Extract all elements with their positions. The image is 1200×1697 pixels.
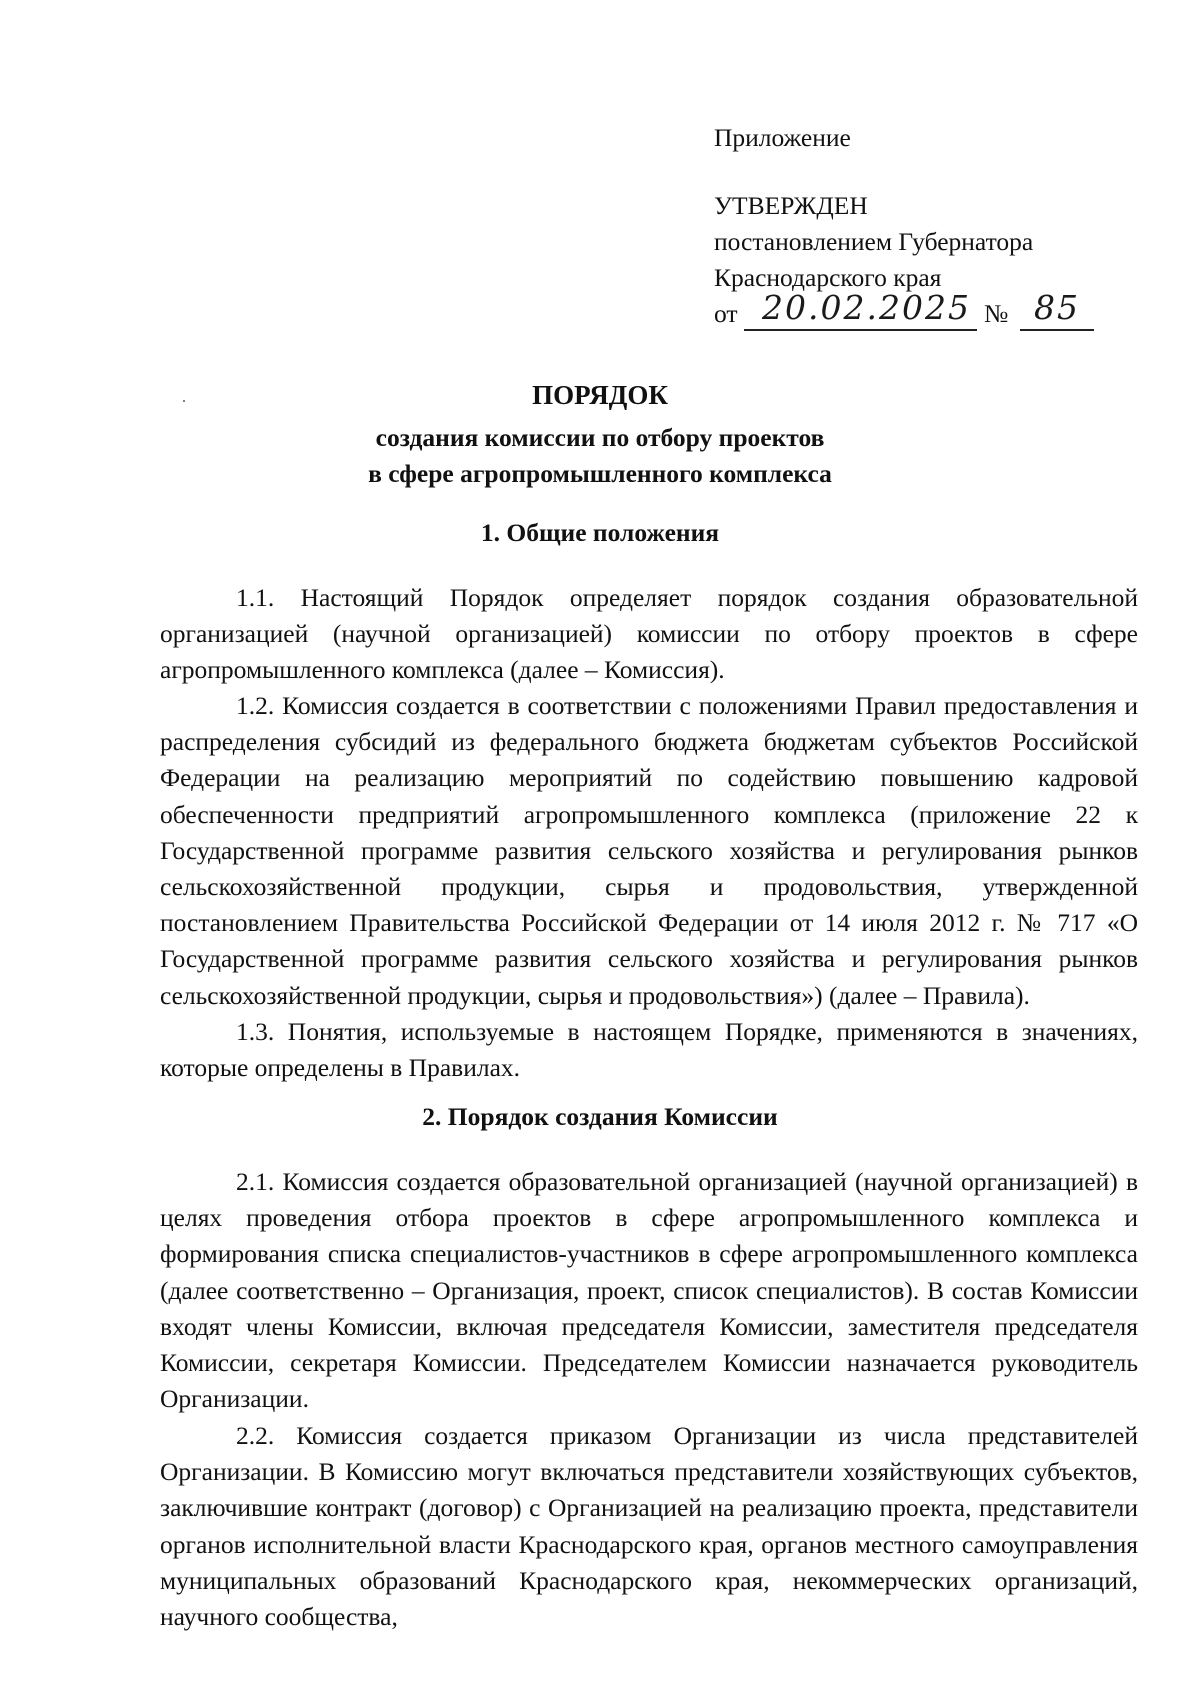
paragraph-1-2: 1.2. Комиссия создается в соответствии с положениями Правил предоставления и распределения субсидий из федерального бюджета бюджетам субъектов Российской Федерации на реализацию мероприятий по содействию повышению кадровой обеспеченности предприятий агропромышленного комплекса (приложение 22 к Государственной программе развития сельского хозяйства и регулирования рынков сельскохозяйственной продукции, сырья и продовольствия, утвержденной постановлением Правительства Российской Федерации от 14 июля 2012 г. № 717 «О Государственной программе развития сельского хозяйства и регулирования рынков сельскохозяйственной продукции, сырья и продовольствия») (далее – Правила). [160,691,1138,1010]
paragraph-2-1: 2.1. Комиссия создается образовательной организацией (научной организацией) в целях проведения отбора проектов в сфере агропромышленного комплекса и формирования списка специалистов-участников в сфере агропромышленного комплекса (далее соответственно – Организация, проект, список специалистов). В состав Комиссии входят члены Комиссии, включая председателя Комиссии, заместителя председателя Комиссии, секретаря Комиссии. Председателем Комиссии назначается руководитель Организации. [160,1167,1138,1414]
approval-block [714,120,1080,338]
subtitle-line-1: создания комиссии по отбору проектов [375,423,825,452]
paragraph-1-3: 1.3. Понятия, используемые в настоящем Порядке, применяются в значениях, которые определены в Правилах. [160,1017,1138,1083]
date-number-row [714,288,1080,338]
paragraph-2-2: 2.2. Комиссия создается приказом Организации из числа представителей Организации. В Комиссию могут включаться представители хозяйствующих субъектов, заключившие контракт (договор) с Организацией на реализацию проекта, представители органов исполнительной власти Краснодарского края, органов местного самоуправления муниципальных образований Краснодарского края, некоммерческих организаций, научного сообщества, [160,1421,1138,1632]
handwritten-number: 85 [1034,288,1080,327]
date-underline [744,329,977,331]
paragraph-1-1: 1.1. Настоящий Порядок определяет порядок создания образовательной организацией (научной организацией) комиссии по отбору проектов в сфере агропромышленного комплекса (далее – Комиссия). [160,583,1138,685]
approval-line-2: Краснодарского края [714,263,942,292]
document-subtitle [0,420,1200,492]
document-title: ПОРЯДОК [532,380,668,410]
from-label: от [714,299,738,328]
number-label: № [984,299,1009,328]
approved-label: УТВЕРЖДЕН [714,191,868,220]
approval-line-1: постановлением Губернатора [714,227,1034,256]
section-2-heading: 2. Порядок создания Комиссии [422,1102,778,1131]
subtitle-line-2: в сфере агропромышленного комплекса [368,459,832,488]
number-underline [1020,329,1094,331]
section-1-heading: 1. Общие положения [480,518,720,547]
appendix-label: Приложение [714,123,851,152]
handwritten-date: 20.02.2025 [762,288,971,327]
